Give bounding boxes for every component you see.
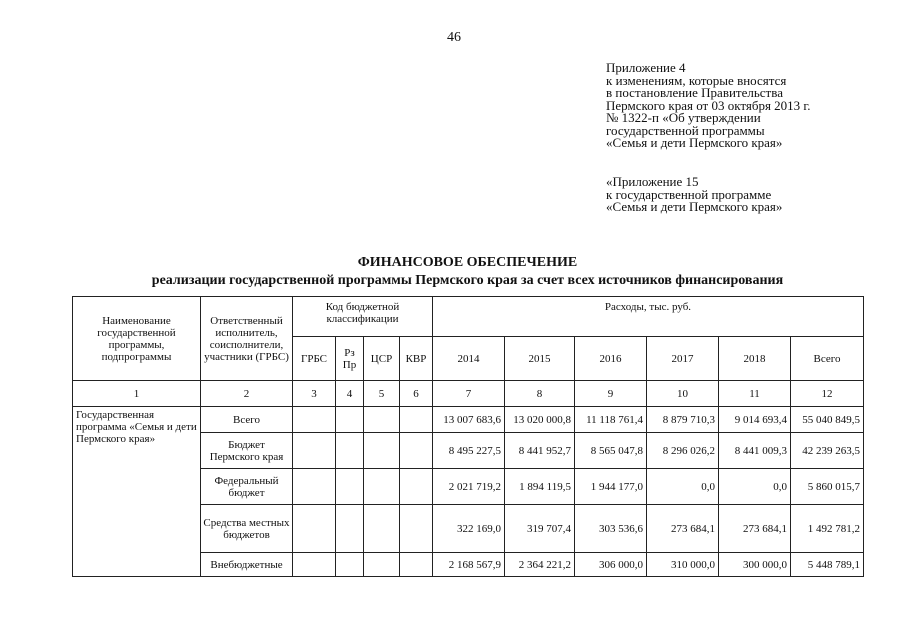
column-number: 5 (364, 381, 400, 407)
funding-source: Всего (201, 407, 293, 433)
code-cell (364, 469, 400, 505)
header-year-total: Всего (791, 337, 864, 381)
header-kvr: КВР (400, 337, 433, 381)
annex-2-line: «Приложение 15 (606, 174, 699, 189)
value-cell: 306 000,0 (575, 553, 647, 577)
annex-1-line: государственной программы (606, 122, 765, 138)
funding-source: Бюджет Пермского края (201, 433, 293, 469)
header-row-1 (73, 297, 864, 337)
code-cell (293, 469, 336, 505)
value-cell: 55 040 849,5 (791, 407, 864, 433)
header-name: Наименование государственной программы, подпрограммы (73, 297, 201, 381)
annex-block-2 (606, 176, 782, 214)
value-cell: 8 565 047,8 (575, 433, 647, 469)
header-grbs: ГРБС (293, 337, 336, 381)
column-number: 4 (336, 381, 364, 407)
value-cell: 2 021 719,2 (433, 469, 505, 505)
column-number: 3 (293, 381, 336, 407)
value-cell: 5 860 015,7 (791, 469, 864, 505)
document-subtitle: реализации государственной программы Пермского края за счет всех источников финансирования (151, 273, 784, 288)
value-cell: 42 239 263,5 (791, 433, 864, 469)
value-cell: 273 684,1 (719, 505, 791, 553)
value-cell: 13 007 683,6 (433, 407, 505, 433)
page-number: 46 (447, 30, 461, 45)
value-cell: 322 169,0 (433, 505, 505, 553)
value-cell: 8 296 026,2 (647, 433, 719, 469)
value-cell: 11 118 761,4 (575, 407, 647, 433)
value-cell: 8 879 710,3 (647, 407, 719, 433)
column-number: 12 (791, 381, 864, 407)
financing-table (72, 296, 864, 577)
value-cell: 0,0 (719, 469, 791, 505)
value-cell: 1 944 177,0 (575, 469, 647, 505)
value-cell: 300 000,0 (719, 553, 791, 577)
code-cell (400, 553, 433, 577)
annex-1-line: в постановление Правительства (606, 85, 783, 100)
value-cell: 8 441 009,3 (719, 433, 791, 469)
code-cell (400, 433, 433, 469)
value-cell: 273 684,1 (647, 505, 719, 553)
value-cell: 8 495 227,5 (433, 433, 505, 469)
column-number: 11 (719, 381, 791, 407)
column-number-row (73, 381, 864, 407)
code-cell (293, 553, 336, 577)
value-cell: 303 536,6 (575, 505, 647, 553)
column-number: 9 (575, 381, 647, 407)
code-cell (364, 407, 400, 433)
value-cell: 310 000,0 (647, 553, 719, 577)
document-title: ФИНАНСОВОЕ ОБЕСПЕЧЕНИЕ (357, 255, 578, 270)
value-cell: 9 014 693,4 (719, 407, 791, 433)
annex-2-line: «Семья и дети Пермского края» (606, 199, 783, 214)
value-cell: 2 364 221,2 (505, 553, 575, 577)
column-number: 6 (400, 381, 433, 407)
code-cell (293, 433, 336, 469)
value-cell: 8 441 952,7 (505, 433, 575, 469)
table-row (73, 407, 864, 433)
annex-block-1 (606, 62, 811, 150)
program-name: Государственная программа «Семья и дети Пермского края» (73, 407, 201, 577)
code-cell (293, 407, 336, 433)
funding-source: Внебюджетные (201, 553, 293, 577)
column-number: 10 (647, 381, 719, 407)
code-cell (293, 505, 336, 553)
header-year: 2016 (575, 337, 647, 381)
annex-1-line: № 1322-п «Об утверждении (606, 110, 761, 125)
header-year: 2014 (433, 337, 505, 381)
code-cell (400, 407, 433, 433)
code-cell (400, 505, 433, 553)
column-number: 1 (73, 381, 201, 407)
code-cell (364, 433, 400, 469)
column-number: 2 (201, 381, 293, 407)
funding-source: Средства местных бюджетов (201, 505, 293, 553)
annex-1-line: к изменениям, которые вносятся (606, 72, 787, 88)
column-number: 8 (505, 381, 575, 407)
header-responsible: Ответственный исполнитель, соисполнители, участники (ГРБС) (201, 297, 293, 381)
value-cell: 1 894 119,5 (505, 469, 575, 505)
value-cell: 5 448 789,1 (791, 553, 864, 577)
code-cell (400, 469, 433, 505)
annex-1-line: Пермского края от 03 октября 2013 г. (606, 97, 811, 113)
header-csr: ЦСР (364, 337, 400, 381)
code-cell (364, 505, 400, 553)
header-year: 2017 (647, 337, 719, 381)
header-year: 2018 (719, 337, 791, 381)
header-budget-code: Код бюджетной классификации (293, 297, 433, 337)
code-cell (336, 433, 364, 469)
header-year: 2015 (505, 337, 575, 381)
value-cell: 2 168 567,9 (433, 553, 505, 577)
annex-1-line: «Семья и дети Пермского края» (606, 135, 783, 150)
funding-source: Федеральный бюджет (201, 469, 293, 505)
code-cell (336, 407, 364, 433)
annex-1-line: Приложение 4 (606, 60, 686, 75)
header-rzpr: Рз Пр (336, 337, 364, 381)
annex-2-line: к государственной программе (606, 186, 772, 202)
code-cell (336, 553, 364, 577)
column-number: 7 (433, 381, 505, 407)
header-expenses: Расходы, тыс. руб. (433, 297, 864, 337)
value-cell: 0,0 (647, 469, 719, 505)
value-cell: 13 020 000,8 (505, 407, 575, 433)
code-cell (364, 553, 400, 577)
code-cell (336, 505, 364, 553)
value-cell: 319 707,4 (505, 505, 575, 553)
value-cell: 1 492 781,2 (791, 505, 864, 553)
code-cell (336, 469, 364, 505)
